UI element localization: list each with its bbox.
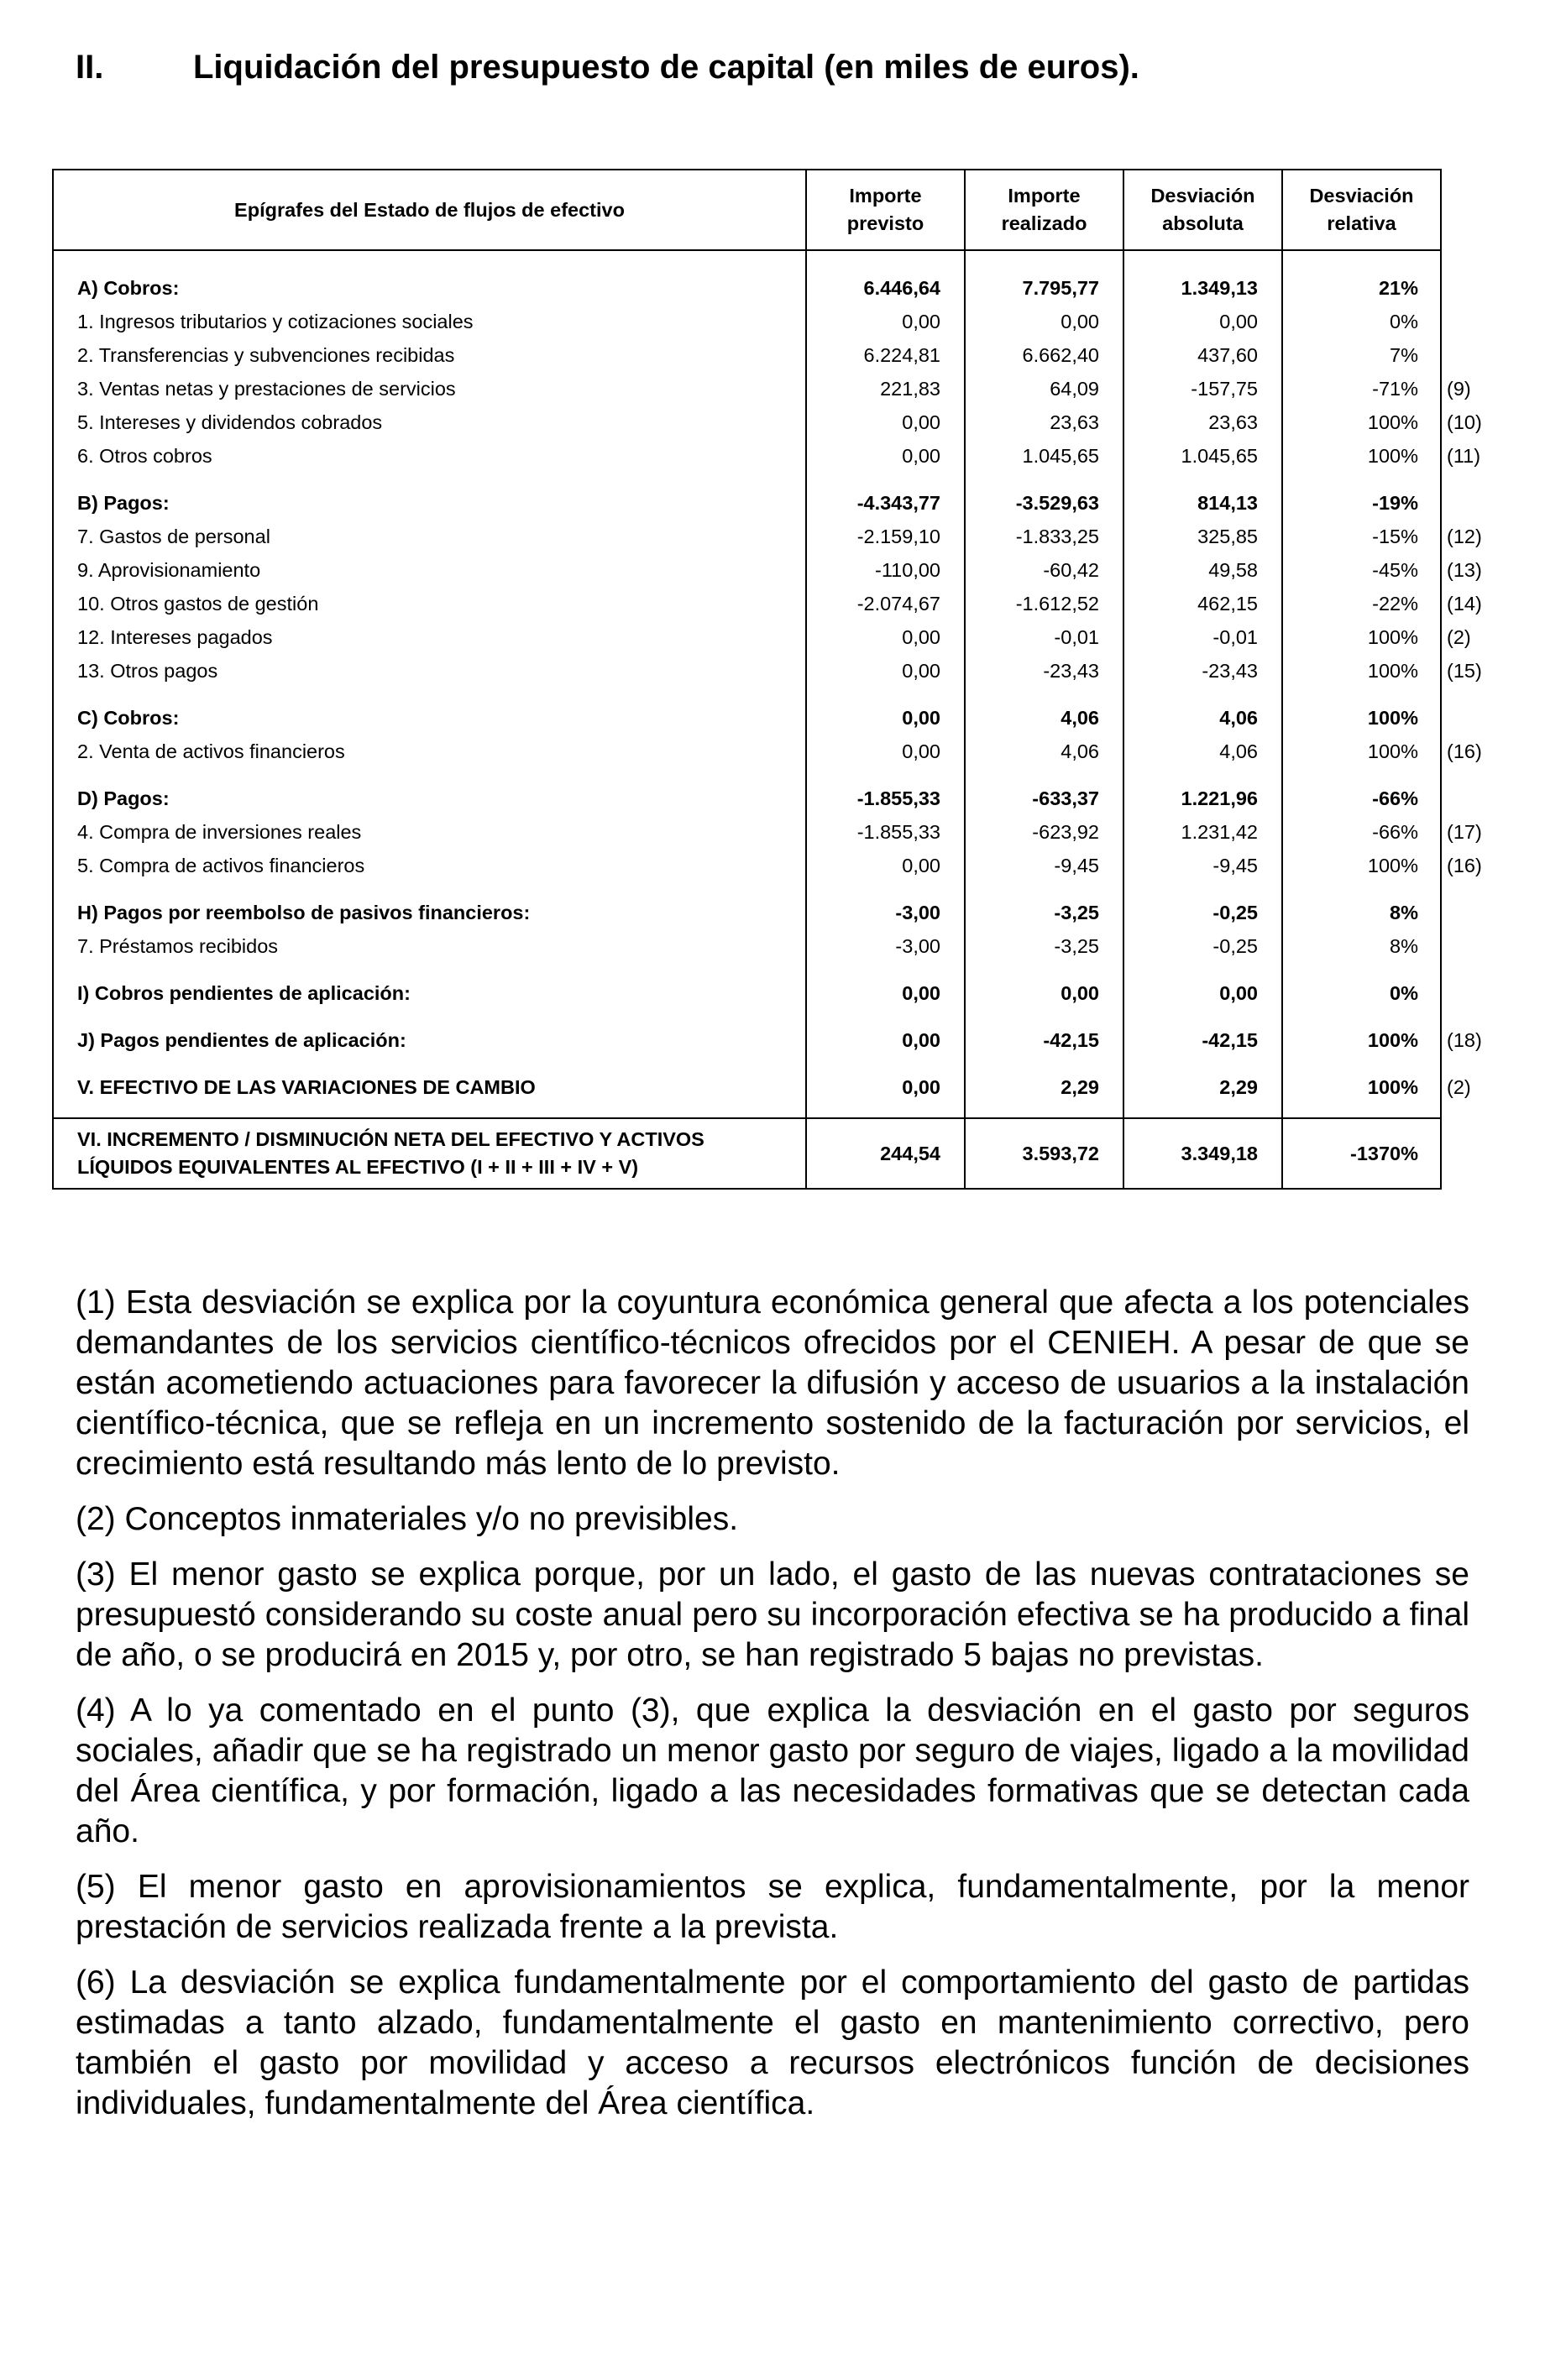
- table-row: [53, 271, 1486, 305]
- spacer-cell: [1441, 473, 1486, 486]
- spacer-cell: [53, 1104, 806, 1118]
- row-note: (12): [1441, 520, 1486, 553]
- spacer-cell: [806, 250, 965, 271]
- total-relativa: -1370%: [1282, 1118, 1441, 1189]
- row-desviacion-relativa: 100%: [1282, 439, 1441, 473]
- row-realizado: 23,63: [965, 405, 1123, 439]
- row-previsto: 0,00: [806, 1070, 965, 1104]
- row-label: C) Cobros:: [53, 701, 806, 735]
- row-note: [1441, 976, 1486, 1010]
- row-desviacion-absoluta: 23,63: [1123, 405, 1282, 439]
- spacer-cell: [1282, 1010, 1441, 1023]
- spacer-cell: [1441, 250, 1486, 271]
- row-label: 7. Gastos de personal: [53, 520, 806, 553]
- row-desviacion-relativa: 100%: [1282, 701, 1441, 735]
- row-desviacion-absoluta: -23,43: [1123, 654, 1282, 688]
- row-desviacion-absoluta: 1.349,13: [1123, 271, 1282, 305]
- row-previsto: -4.343,77: [806, 486, 965, 520]
- cash-flow-table: [52, 169, 1486, 1190]
- spacer-cell: [806, 882, 965, 896]
- row-realizado: -0,01: [965, 620, 1123, 654]
- spacer-cell: [1441, 963, 1486, 976]
- capital-budget-table-wrapper: [52, 169, 1482, 1190]
- row-desviacion-relativa: -22%: [1282, 587, 1441, 620]
- spacer-cell: [1123, 963, 1282, 976]
- spacer-cell: [53, 473, 806, 486]
- row-previsto: 0,00: [806, 849, 965, 882]
- row-label: J) Pagos pendientes de aplicación:: [53, 1023, 806, 1057]
- row-previsto: 221,83: [806, 372, 965, 405]
- row-desviacion-relativa: 8%: [1282, 896, 1441, 929]
- spacer-cell: [965, 473, 1123, 486]
- spacer-cell: [1123, 1010, 1282, 1023]
- spacer-row: [53, 963, 1486, 976]
- row-previsto: 0,00: [806, 701, 965, 735]
- table-row: [53, 976, 1486, 1010]
- row-realizado: 4,06: [965, 701, 1123, 735]
- row-desviacion-relativa: -66%: [1282, 782, 1441, 815]
- row-desviacion-absoluta: 814,13: [1123, 486, 1282, 520]
- table-header-row: [53, 170, 1486, 250]
- row-desviacion-relativa: -66%: [1282, 815, 1441, 849]
- spacer-cell: [53, 1010, 806, 1023]
- spacer-cell: [1123, 1057, 1282, 1070]
- row-note: (13): [1441, 553, 1486, 587]
- header-note-spacer: [1441, 170, 1486, 250]
- table-row: [53, 815, 1486, 849]
- row-desviacion-absoluta: 2,29: [1123, 1070, 1282, 1104]
- row-realizado: -9,45: [965, 849, 1123, 882]
- row-realizado: -3,25: [965, 929, 1123, 963]
- row-note: (17): [1441, 815, 1486, 849]
- row-note: (9): [1441, 372, 1486, 405]
- row-realizado: -42,15: [965, 1023, 1123, 1057]
- row-label: 2. Transferencias y subvenciones recibidas: [53, 338, 806, 372]
- table-row: [53, 520, 1486, 553]
- total-label: VI. INCREMENTO / DISMINUCIÓN NETA DEL EFECTIVO Y ACTIVOS LÍQUIDOS EQUIVALENTES AL EFECTIVO (I + II + III + IV + V): [53, 1118, 806, 1189]
- table-row: [53, 654, 1486, 688]
- row-desviacion-relativa: 100%: [1282, 620, 1441, 654]
- spacer-cell: [1282, 473, 1441, 486]
- row-previsto: 6.446,64: [806, 271, 965, 305]
- row-desviacion-relativa: 7%: [1282, 338, 1441, 372]
- spacer-row: [53, 768, 1486, 782]
- row-previsto: 0,00: [806, 439, 965, 473]
- row-note: [1441, 782, 1486, 815]
- row-previsto: 0,00: [806, 976, 965, 1010]
- row-label: 5. Compra de activos financieros: [53, 849, 806, 882]
- row-label: 4. Compra de inversiones reales: [53, 815, 806, 849]
- spacer-cell: [1282, 963, 1441, 976]
- row-note: [1441, 271, 1486, 305]
- spacer-cell: [806, 473, 965, 486]
- spacer-cell: [1441, 1057, 1486, 1070]
- spacer-cell: [53, 882, 806, 896]
- spacer-cell: [1441, 688, 1486, 701]
- spacer-cell: [1123, 882, 1282, 896]
- row-desviacion-absoluta: 325,85: [1123, 520, 1282, 553]
- row-label: D) Pagos:: [53, 782, 806, 815]
- total-row: [53, 1118, 1486, 1189]
- row-note: [1441, 701, 1486, 735]
- row-label: 1. Ingresos tributarios y cotizaciones sociales: [53, 305, 806, 338]
- row-previsto: -2.159,10: [806, 520, 965, 553]
- row-previsto: -3,00: [806, 896, 965, 929]
- header-previsto: Importe previsto: [806, 170, 965, 250]
- spacer-cell: [1282, 688, 1441, 701]
- row-realizado: -633,37: [965, 782, 1123, 815]
- spacer-cell: [1282, 1057, 1441, 1070]
- spacer-cell: [965, 1104, 1123, 1118]
- row-desviacion-relativa: -15%: [1282, 520, 1441, 553]
- header-realizado: Importe realizado: [965, 170, 1123, 250]
- row-desviacion-absoluta: 49,58: [1123, 553, 1282, 587]
- row-note: [1441, 338, 1486, 372]
- row-desviacion-absoluta: 1.045,65: [1123, 439, 1282, 473]
- row-note: (16): [1441, 735, 1486, 768]
- row-previsto: -1.855,33: [806, 782, 965, 815]
- spacer-cell: [965, 1057, 1123, 1070]
- footnote: (4) A lo ya comentado en el punto (3), que explica la desviación en el gasto por seguros sociales, añadir que se ha registrado un menor gasto por seguro de viajes, ligado a la movilidad del Área científica, y por formación, ligado a las necesidades formativas que se detectan cada año.: [76, 1692, 1469, 1849]
- row-desviacion-relativa: -71%: [1282, 372, 1441, 405]
- table-row: [53, 338, 1486, 372]
- spacer-cell: [53, 688, 806, 701]
- spacer-row: [53, 688, 1486, 701]
- row-realizado: -60,42: [965, 553, 1123, 587]
- row-note: [1441, 929, 1486, 963]
- row-label: 13. Otros pagos: [53, 654, 806, 688]
- footnote: (2) Conceptos inmateriales y/o no previsibles.: [76, 1501, 739, 1537]
- row-realizado: 1.045,65: [965, 439, 1123, 473]
- spacer-cell: [965, 768, 1123, 782]
- row-desviacion-relativa: 21%: [1282, 271, 1441, 305]
- spacer-cell: [1282, 768, 1441, 782]
- row-label: V. EFECTIVO DE LAS VARIACIONES DE CAMBIO: [53, 1070, 806, 1104]
- row-label: 6. Otros cobros: [53, 439, 806, 473]
- row-desviacion-absoluta: 437,60: [1123, 338, 1282, 372]
- row-note: (10): [1441, 405, 1486, 439]
- footnotes: [76, 1283, 1469, 2139]
- spacer-row: [53, 1104, 1486, 1118]
- row-desviacion-relativa: 0%: [1282, 976, 1441, 1010]
- row-note: (2): [1441, 1070, 1486, 1104]
- row-desviacion-absoluta: -9,45: [1123, 849, 1282, 882]
- row-label: 3. Ventas netas y prestaciones de servicios: [53, 372, 806, 405]
- row-realizado: -3,25: [965, 896, 1123, 929]
- row-realizado: 2,29: [965, 1070, 1123, 1104]
- row-realizado: -3.529,63: [965, 486, 1123, 520]
- row-desviacion-absoluta: 0,00: [1123, 305, 1282, 338]
- row-previsto: -1.855,33: [806, 815, 965, 849]
- row-realizado: 64,09: [965, 372, 1123, 405]
- row-realizado: -23,43: [965, 654, 1123, 688]
- row-previsto: -110,00: [806, 553, 965, 587]
- spacer-row: [53, 882, 1486, 896]
- row-note: (16): [1441, 849, 1486, 882]
- row-desviacion-relativa: 100%: [1282, 1070, 1441, 1104]
- row-note: [1441, 305, 1486, 338]
- page-title: [76, 49, 1139, 86]
- row-label: H) Pagos por reembolso de pasivos financieros:: [53, 896, 806, 929]
- row-label: 7. Préstamos recibidos: [53, 929, 806, 963]
- row-desviacion-relativa: 0%: [1282, 305, 1441, 338]
- header-label: Epígrafes del Estado de flujos de efectivo: [53, 170, 806, 250]
- row-realizado: 7.795,77: [965, 271, 1123, 305]
- row-label: 12. Intereses pagados: [53, 620, 806, 654]
- spacer-row: [53, 473, 1486, 486]
- row-desviacion-absoluta: -0,01: [1123, 620, 1282, 654]
- row-desviacion-absoluta: 4,06: [1123, 701, 1282, 735]
- spacer-cell: [1123, 768, 1282, 782]
- row-realizado: 0,00: [965, 305, 1123, 338]
- row-realizado: -1.833,25: [965, 520, 1123, 553]
- row-note: (2): [1441, 620, 1486, 654]
- row-label: 5. Intereses y dividendos cobrados: [53, 405, 806, 439]
- total-previsto: 244,54: [806, 1118, 965, 1189]
- row-label: 10. Otros gastos de gestión: [53, 587, 806, 620]
- spacer-cell: [965, 250, 1123, 271]
- row-label: B) Pagos:: [53, 486, 806, 520]
- spacer-cell: [53, 1057, 806, 1070]
- row-previsto: 0,00: [806, 735, 965, 768]
- row-desviacion-relativa: 100%: [1282, 1023, 1441, 1057]
- row-desviacion-relativa: 100%: [1282, 405, 1441, 439]
- footnote: (5) El menor gasto en aprovisionamientos se explica, fundamentalmente, por la menor prestación de servicios realizada frente a la prevista.: [76, 1869, 1469, 1945]
- row-desviacion-absoluta: -42,15: [1123, 1023, 1282, 1057]
- spacer-cell: [1123, 250, 1282, 271]
- section-number: II.: [76, 49, 104, 86]
- row-desviacion-absoluta: 462,15: [1123, 587, 1282, 620]
- spacer-cell: [965, 1010, 1123, 1023]
- table-row: [53, 620, 1486, 654]
- row-previsto: 0,00: [806, 305, 965, 338]
- row-desviacion-relativa: -19%: [1282, 486, 1441, 520]
- row-previsto: 0,00: [806, 620, 965, 654]
- table-row: [53, 849, 1486, 882]
- row-label: 9. Aprovisionamiento: [53, 553, 806, 587]
- spacer-cell: [965, 963, 1123, 976]
- row-desviacion-relativa: -45%: [1282, 553, 1441, 587]
- total-note: [1441, 1118, 1486, 1189]
- table-row: [53, 372, 1486, 405]
- row-previsto: 0,00: [806, 1023, 965, 1057]
- header-desviacion-absoluta: Desviación absoluta: [1123, 170, 1282, 250]
- row-previsto: 0,00: [806, 654, 965, 688]
- row-label: 2. Venta de activos financieros: [53, 735, 806, 768]
- spacer-cell: [806, 1104, 965, 1118]
- table-row: [53, 1023, 1486, 1057]
- row-desviacion-relativa: 8%: [1282, 929, 1441, 963]
- row-desviacion-absoluta: 4,06: [1123, 735, 1282, 768]
- spacer-cell: [965, 688, 1123, 701]
- table-row: [53, 929, 1486, 963]
- table-row: [53, 305, 1486, 338]
- row-note: [1441, 896, 1486, 929]
- row-realizado: -1.612,52: [965, 587, 1123, 620]
- row-note: (15): [1441, 654, 1486, 688]
- spacer-cell: [806, 963, 965, 976]
- spacer-row: [53, 250, 1486, 271]
- row-realizado: 4,06: [965, 735, 1123, 768]
- row-desviacion-absoluta: -0,25: [1123, 929, 1282, 963]
- spacer-cell: [1441, 1104, 1486, 1118]
- spacer-row: [53, 1010, 1486, 1023]
- footnote: (6) La desviación se explica fundamentalmente por el comportamiento del gasto de partidas estimadas a tanto alzado, fundamentalmente el gasto en mantenimiento correctivo, pero también el gasto por movilidad y acceso a recursos electrónicos función de decisiones individuales, fundamentalmente del Área científica.: [76, 1964, 1469, 2121]
- spacer-cell: [1441, 1010, 1486, 1023]
- row-previsto: -3,00: [806, 929, 965, 963]
- row-note: (11): [1441, 439, 1486, 473]
- spacer-cell: [1282, 250, 1441, 271]
- header-desviacion-relativa: Desviación relativa: [1282, 170, 1441, 250]
- row-desviacion-relativa: 100%: [1282, 654, 1441, 688]
- row-desviacion-relativa: 100%: [1282, 735, 1441, 768]
- table-row: [53, 587, 1486, 620]
- total-absoluta: 3.349,18: [1123, 1118, 1282, 1189]
- spacer-cell: [1123, 1104, 1282, 1118]
- spacer-cell: [806, 768, 965, 782]
- row-previsto: 0,00: [806, 405, 965, 439]
- row-note: (14): [1441, 587, 1486, 620]
- row-desviacion-absoluta: -0,25: [1123, 896, 1282, 929]
- spacer-cell: [1441, 882, 1486, 896]
- row-realizado: 0,00: [965, 976, 1123, 1010]
- row-desviacion-absoluta: -157,75: [1123, 372, 1282, 405]
- row-realizado: 6.662,40: [965, 338, 1123, 372]
- section-title: Liquidación del presupuesto de capital (en miles de euros).: [193, 49, 1139, 86]
- spacer-cell: [806, 1010, 965, 1023]
- table-row: [53, 1070, 1486, 1104]
- spacer-cell: [806, 688, 965, 701]
- footnote: (3) El menor gasto se explica porque, por un lado, el gasto de las nuevas contrataciones se presupuestó considerando su coste anual pero su incorporación efectiva se ha producido a final de año, o se producirá en 2015 y, por otro, se han registrado 5 bajas no previstas.: [76, 1556, 1469, 1673]
- spacer-cell: [53, 250, 806, 271]
- table-row: [53, 735, 1486, 768]
- spacer-cell: [53, 963, 806, 976]
- spacer-cell: [1441, 768, 1486, 782]
- row-label: A) Cobros:: [53, 271, 806, 305]
- row-note: [1441, 486, 1486, 520]
- table-row: [53, 439, 1486, 473]
- spacer-cell: [1123, 473, 1282, 486]
- spacer-cell: [806, 1057, 965, 1070]
- row-desviacion-absoluta: 1.231,42: [1123, 815, 1282, 849]
- table-row: [53, 782, 1486, 815]
- row-note: (18): [1441, 1023, 1486, 1057]
- table-row: [53, 486, 1486, 520]
- table-row: [53, 553, 1486, 587]
- row-label: I) Cobros pendientes de aplicación:: [53, 976, 806, 1010]
- table-row: [53, 405, 1486, 439]
- row-previsto: 6.224,81: [806, 338, 965, 372]
- row-realizado: -623,92: [965, 815, 1123, 849]
- row-desviacion-relativa: 100%: [1282, 849, 1441, 882]
- table-row: [53, 896, 1486, 929]
- row-previsto: -2.074,67: [806, 587, 965, 620]
- spacer-cell: [1123, 688, 1282, 701]
- spacer-cell: [1282, 1104, 1441, 1118]
- total-realizado: 3.593,72: [965, 1118, 1123, 1189]
- row-desviacion-absoluta: 1.221,96: [1123, 782, 1282, 815]
- spacer-row: [53, 1057, 1486, 1070]
- row-desviacion-absoluta: 0,00: [1123, 976, 1282, 1010]
- spacer-cell: [1282, 882, 1441, 896]
- footnote: (1) Esta desviación se explica por la coyuntura económica general que afecta a los potenciales demandantes de los servicios científico-técnicos ofrecidos por el CENIEH. A pesar de que se están acometiendo actuaciones para favorecer la difusión y acceso de usuarios a la instalación científico-técnica, que se refleja en un incremento sostenido de la facturación por servicios, el crecimiento está resultando más lento de lo previsto.: [76, 1284, 1469, 1482]
- table-row: [53, 701, 1486, 735]
- spacer-cell: [53, 768, 806, 782]
- spacer-cell: [965, 882, 1123, 896]
